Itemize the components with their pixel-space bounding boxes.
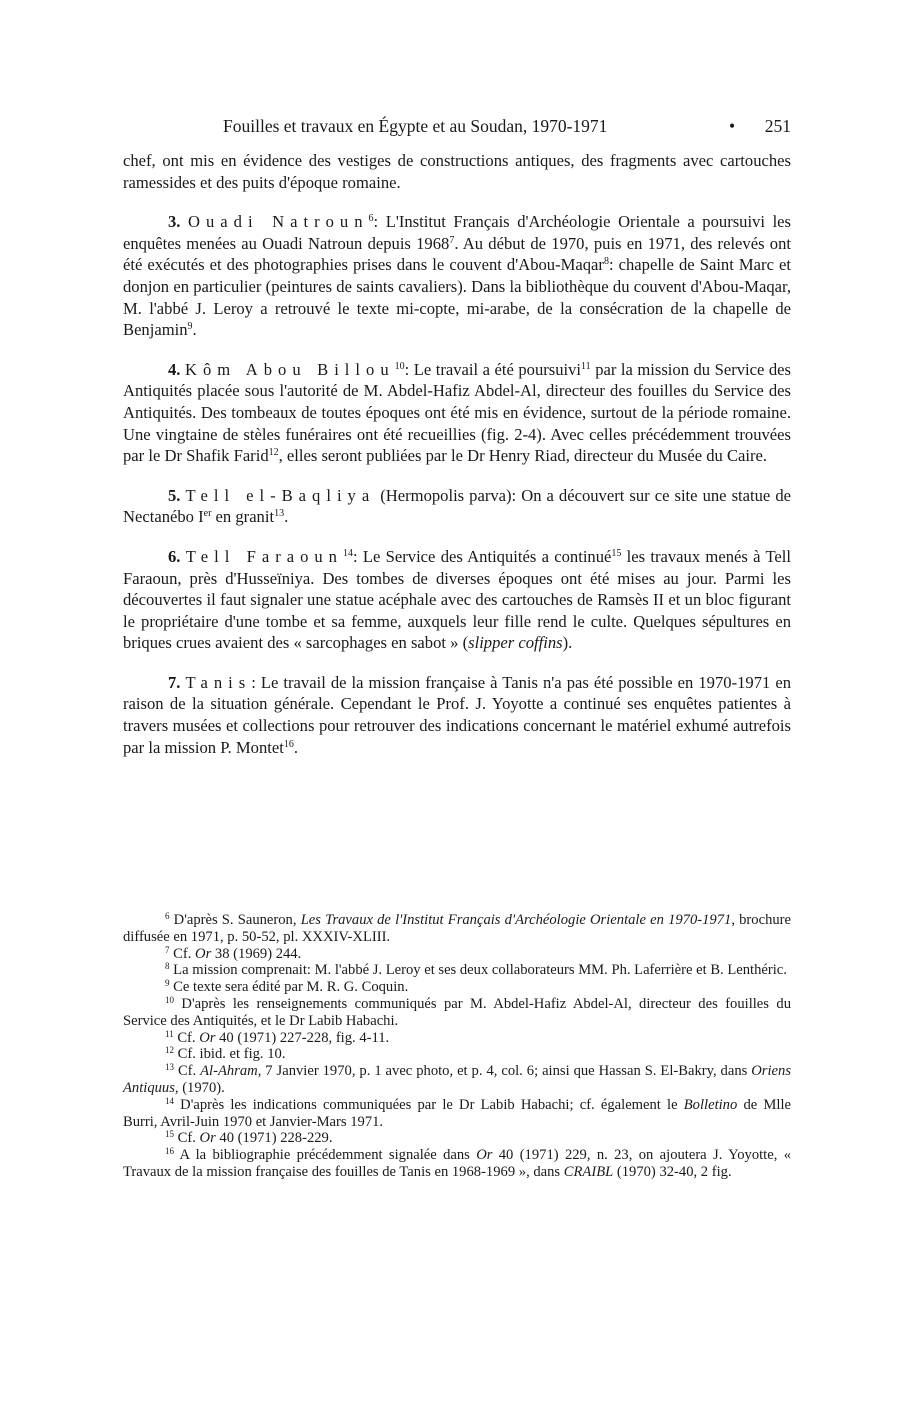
footnote-8: $^8$ La mission comprenait: M. l'abbé J. Leroy et ses deux collaborateurs MM. Ph. Laferrière et B. Lenthéric. bbox=[165, 961, 787, 979]
paragraph-continued: chef, ont mis en évidence des vestiges de constructions antiques, des fragments avec cartouches ramessides et des puits d'époque romaine. bbox=[123, 151, 791, 192]
section-number: 3. bbox=[168, 212, 181, 232]
footnote-10: $^{10}$ D'après les renseignements communiqués par M. Abdel-Hafiz Abdel-Al, directeur des fouilles du Service des Antiquités, et le Dr Labib Habachi. bbox=[123, 994, 791, 1029]
footnote-14: $^{14}$ D'après les indications communiquées par le Dr Labib Habachi; cf. également le Bolletino de Mlle Burri, Avril-Juin 1970 et Janvier-Mars 1971. bbox=[123, 1095, 791, 1130]
footnote-ref: 16 bbox=[283, 738, 294, 750]
footnote-7: $^7$ Cf. Or 38 (1969) 244. bbox=[165, 944, 302, 962]
section-number: 6. bbox=[168, 546, 181, 566]
section-number: 4. bbox=[168, 359, 181, 379]
footnote-12: $^{12}$ Cf. ibid. et fig. 10. bbox=[165, 1045, 286, 1063]
footnote-15: $^{15}$ Cf. Or 40 (1971) 228-229. bbox=[165, 1129, 333, 1147]
footnote-ref: 8 bbox=[603, 256, 609, 268]
footnote-9: $^9$ Ce texte sera édité par M. R. G. Coquin. bbox=[165, 978, 409, 996]
section-ouadi-natroun: 3. Ouadi Natroun$^6$: L'Institut Français d'Archéologie Orientale a poursuivi les enquêtes menées au Ouadi Natroun depuis 1968$^7$. Au début de 1970, puis en 1971, des relevés ont été exécutés et des photographies prises dans le couvent d'Abou-Maqar$^8$: chapelle de Saint Marc et donjon en particulier (peintures de saints cavaliers). Dans la bibliothèque du couvent d'Abou-Maqar, M. l'abbé J. Leroy a retrouvé le texte mi-copte, mi-arabe, de la consécration de la chapelle de Benjamin$^9$. bbox=[123, 212, 791, 340]
site-name: Tell el-Baqliya bbox=[185, 485, 376, 505]
header-separator: • bbox=[729, 116, 736, 136]
superscript-er: er bbox=[203, 508, 212, 520]
site-name: Tell Faraoun bbox=[185, 546, 343, 566]
main-text bbox=[123, 150, 791, 758]
running-title: Fouilles et travaux en Égypte et au Soudan, 1970-1971 bbox=[223, 116, 608, 136]
section-tell-el-baqliya: 5. Tell el-Baqliya (Hermopolis parva): On a découvert sur ce site une statue de Nectanébo Ier en granit$^{13}$. bbox=[123, 485, 791, 527]
footnote-ref: 9 bbox=[187, 321, 193, 333]
section-number: 5. bbox=[168, 485, 181, 505]
site-name: Ouadi Natroun bbox=[188, 212, 369, 232]
site-name: Tanis bbox=[185, 672, 252, 692]
footnote-ref: 12 bbox=[268, 447, 279, 459]
footnote-ref: 11 bbox=[581, 360, 591, 372]
footnote-ref: 15 bbox=[611, 547, 622, 559]
site-name: Kôm Abou Billou bbox=[184, 359, 395, 379]
section-tanis: 7. Tanis: Le travail de la mission française à Tanis n'a pas été possible en 1970-1971 en raison de la situation générale. Cependant le Prof. J. Yoyotte a continué ses enquêtes patientes à travers musées et collections pour retrouver des indications concernant le matériel exhumé autrefois par la mission P. Montet$^{16}$. bbox=[123, 672, 791, 757]
running-header bbox=[123, 116, 791, 136]
italic-term: slipper coffins bbox=[468, 633, 563, 653]
footnote-ref: 10 bbox=[394, 360, 405, 372]
footnote-13: $^{13}$ Cf. Al-Ahram, 7 Janvier 1970, p. 1 avec photo, et p. 4, col. 6; ainsi que Hassan S. El-Bakry, dans Oriens Antiquus, (1970). bbox=[123, 1062, 791, 1096]
footnotes bbox=[123, 912, 791, 1181]
section-number: 7. bbox=[168, 672, 181, 692]
footnote-ref: 14 bbox=[342, 547, 353, 559]
footnote-6: $^6$ D'après S. Sauneron, Les Travaux de l'Institut Français d'Archéologie Orientale en 1970-1971, brochure diffusée en 1971, p. 50-52, pl. XXXIV-XLIII. bbox=[123, 911, 791, 945]
page-number: 251 bbox=[764, 116, 791, 136]
footnote-16: $^{16}$ A la bibliographie précédemment signalée dans Or 40 (1971) 229, n. 23, on ajoutera J. Yoyotte, « Travaux de la mission française des fouilles de Tanis en 1968-1969 », dans CRAIBL (1970) 32-40, 2 fig. bbox=[123, 1146, 791, 1180]
footnote-ref: 6 bbox=[368, 213, 374, 225]
footnote-ref: 13 bbox=[274, 508, 285, 520]
footnote-ref: 7 bbox=[449, 234, 455, 246]
section-tell-faraoun: 6. Tell Faraoun$^{14}$: Le Service des Antiquités a continué$^{15}$ les travaux menés à Tell Faraoun, près d'Husseïniya. Des tombes de diverses époques ont été mises au jour. Parmi les découvertes il faut signaler une statue acéphale avec des cartouches de Ramsès II et un bloc figurant le propriétaire d'une tombe et sa femme, auxquels leur fille rend le culte. Quelques sépultures en briques crues avaient des « sarcophages en sabot » (slipper coffins). bbox=[123, 546, 792, 653]
footnote-11: $^{11}$ Cf. Or 40 (1971) 227-228, fig. 4-11. bbox=[165, 1028, 390, 1046]
section-kom-abou-billou: 4. Kôm Abou Billou$^{10}$: Le travail a été poursuivi$^{11}$ par la mission du Service des Antiquités placée sous l'autorité de M. Abdel-Hafiz Abdel-Al, directeur des fouilles du Service des Antiquités. Des tombeaux de toutes époques ont été mis en évidence, surtout de la période romaine. Une vingtaine de stèles funéraires ont été recueillies (fig. 2-4). Avec celles précédemment trouvées par le Dr Shafik Farid$^{12}$, elles seront publiées par le Dr Henry Riad, directeur du Musée du Caire. bbox=[123, 359, 791, 466]
